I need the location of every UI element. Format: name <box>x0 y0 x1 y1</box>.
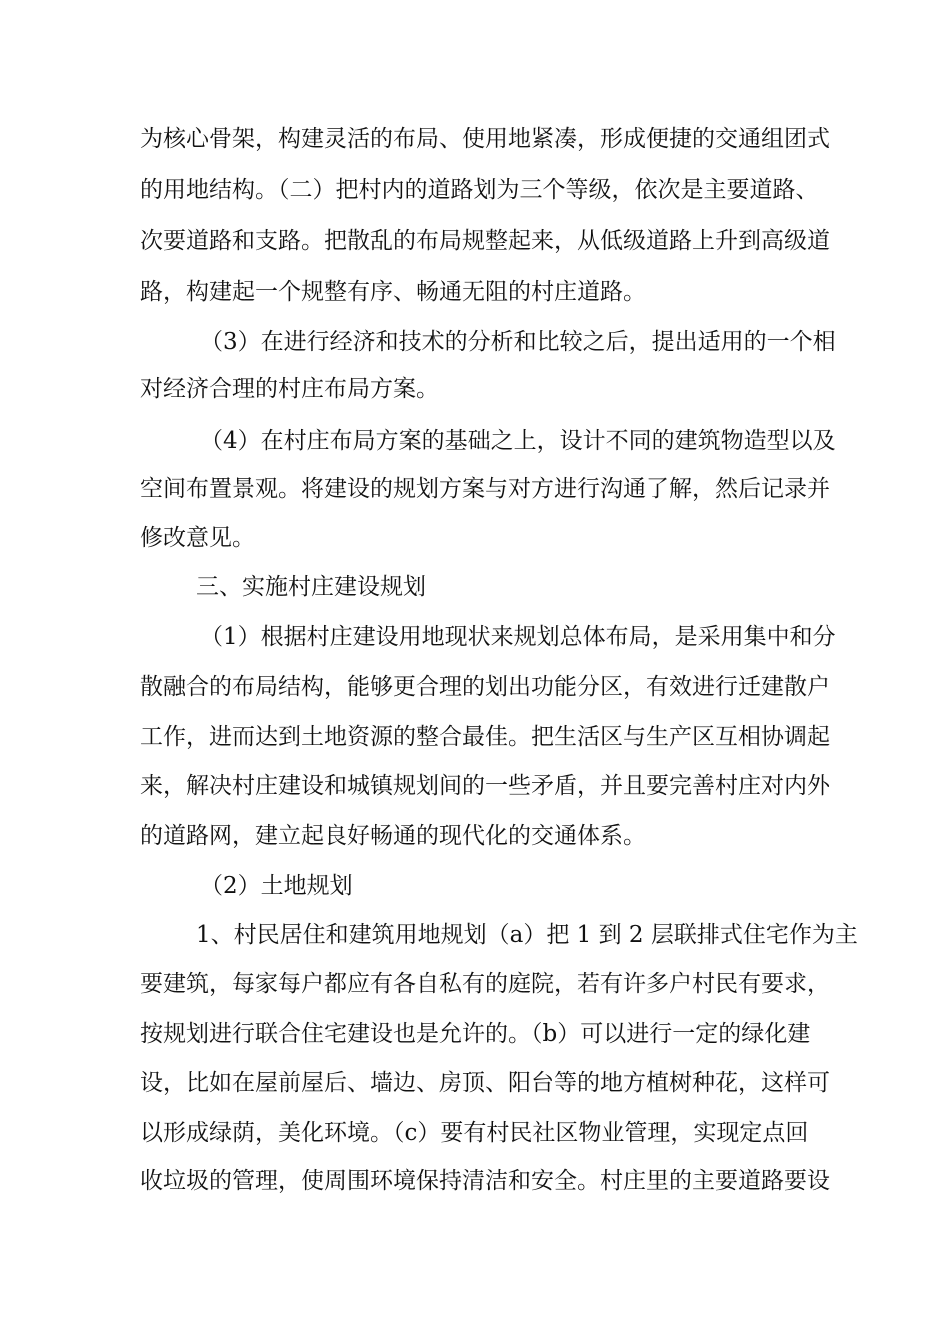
body-text-line: 的道路网，建立起良好畅通的现代化的交通体系。 <box>140 823 646 849</box>
body-text-line: 按规划进行联合住宅建设也是允许的。（b）可以进行一定的绿化建 <box>140 1021 811 1047</box>
paragraph-first-line: （3）在进行经济和技术的分析和比较之后，提出适用的一个相 <box>200 329 836 355</box>
section-heading: 三、实施村庄建设规划 <box>196 574 426 600</box>
body-text-line: 对经济合理的村庄布局方案。 <box>140 376 439 402</box>
body-text-line: 散融合的布局结构，能够更合理的划出功能分区，有效进行迁建散户 <box>140 674 830 700</box>
body-text-line: 设，比如在屋前屋后、墙边、房顶、阳台等的地方植树种花，这样可 <box>140 1070 830 1096</box>
body-text-line: 空间布置景观。将建设的规划方案与对方进行沟通了解，然后记录并 <box>140 476 830 502</box>
body-text-line: 次要道路和支路。把散乱的布局规整起来，从低级道路上升到高级道 <box>140 228 830 254</box>
body-text-line: 路，构建起一个规整有序、畅通无阻的村庄道路。 <box>140 279 646 305</box>
subsection-heading: （2）土地规划 <box>200 873 353 899</box>
body-text-line: 以形成绿荫，美化环境。（c）要有村民社区物业管理，实现定点回 <box>140 1120 809 1146</box>
paragraph-first-line: （4）在村庄布局方案的基础之上，设计不同的建筑物造型以及 <box>200 428 836 454</box>
body-text-line: 来，解决村庄建设和城镇规划间的一些矛盾，并且要完善村庄对内外 <box>140 773 830 799</box>
paragraph-first-line: （1）根据村庄建设用地现状来规划总体布局，是采用集中和分 <box>200 624 836 650</box>
body-text-line: 修改意见。 <box>140 525 255 551</box>
body-text-line: 要建筑，每家每户都应有各自私有的庭院，若有许多户村民有要求， <box>140 971 830 997</box>
paragraph-first-line: 1、村民居住和建筑用地规划（a）把 1 到 2 层联排式住宅作为主 <box>196 922 858 948</box>
body-text-line: 为核心骨架，构建灵活的布局、使用地紧凑，形成便捷的交通组团式 <box>140 126 830 152</box>
body-text-line: 的用地结构。（二）把村内的道路划为三个等级，依次是主要道路、 <box>140 177 819 203</box>
body-text-line: 工作，进而达到土地资源的整合最佳。把生活区与生产区互相协调起 <box>140 724 830 750</box>
body-text-line: 收垃圾的管理，使周围环境保持清洁和安全。村庄里的主要道路要设 <box>140 1168 830 1194</box>
